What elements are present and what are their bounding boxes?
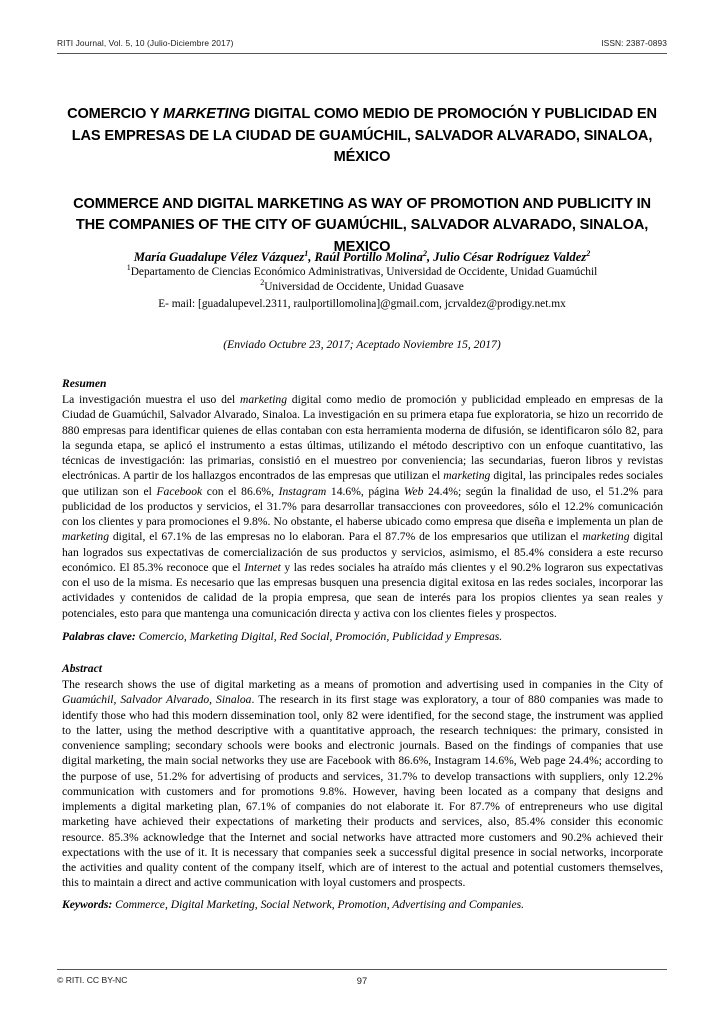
footer-divider <box>57 969 667 970</box>
resumen-text-2: digital como medio de promoción y publicidad empleado en empresas de la Ciudad de Guamúchil, Salvador Alvarado, Sinaloa. La investigación en su primera etapa fue exploratoria, se hizo un recorrido de 880 empresas para identificar quienes de ellas contaban con esta herramienta moderna de difusión, se identificaron sólo 82, para la segunda etapa, se aplicó el instrumento a estas últimas, utilizando el método descriptivo con un enfoque cuantitativo, las técnicas de investigación: las primarias, consistió en el muestreo por conveniencia; las secundarias, fueron libros y revistas electrónicas. A partir de los hallazgos encontrados de las empresas que utilizan el <box>62 393 663 483</box>
resumen-text-6: 24.4%; según la finalidad de uso, el 51.2% para publicidad de los productos y servicios, el 31.7% para desarrollar transacciones con proveedores, sólo el 12.2% comunicación con los clientes y para promociones el 9.8%. No obstante, el haberse ubicado como empresa que diseña e implementa un plan de <box>62 484 664 528</box>
header-divider <box>57 53 667 54</box>
affiliation-marker-1: 1 <box>126 263 131 273</box>
resumen-text-9: y las redes sociales ha atraído más clientes y el 90.2% lograron sus expectativas con el uso de la misma. Es necesario que las empresas busquen una presencia digital exitosa en las redes sociales, incorporar las actividades y contenidos de calidad de la propia empresa, que sean de interés para los propios clientes ya sean reales y potenciales, esto para que mantenga una comunicación directa y activa con los clientes fieles y prospectos. <box>62 560 663 620</box>
resumen-italic-2: marketing <box>443 469 491 483</box>
abstract-heading: Abstract <box>62 662 102 675</box>
resumen-italic-8: Internet <box>244 560 281 574</box>
keywords-spanish-label: Palabras clave: <box>62 630 136 643</box>
resumen-italic-3: Facebook <box>156 484 203 498</box>
abstract-text-2: . The research in its first stage was exploratory, a tour of 880 companies was made to identify those who had this modern dissemination tool, only 82 were identified, for the second stage, the instrument was applied to the latter, using the method descriptive with a quantitative approach, the research techniques: the primary, consisted in convenience sampling; secondary schools were books and electronic journals. Based on the findings of companies that use digital marketing, the main social networks they use are Facebook with 86.6%, Instagram 14.6%, Web page 24.4%; according to the purpose of use, 51.2% for advertising of products and services, 31.7% to develop transactions with suppliers, only 12.2% communication with customers and for promotions 9.8%. However, having been located as a company that designs and implements a digital marketing plan, 67.1% of companies do not elaborate it. For 87.7% of entrepreneurs who use digital marketing have achieved their expectations of marketing their products and services, also, 85.4% consider this economic resource. 85.3% acknowledge that the Internet and social networks have attracted more customers and 90.2% achieved their expectations with the use of it. It is necessary that companies seek a successful digital presence in social networks, incorporate the activities and quality content of the company itself, which are of interest to the actual and potential customers themselves, this to maintain a direct and active communication with loyal customers and prospects. <box>62 693 663 890</box>
keywords-spanish-values: Comercio, Marketing Digital, Red Social, Promoción, Publicidad y Empresas. <box>135 630 503 643</box>
title-spanish-italic-marketing: MARKETING <box>163 106 251 122</box>
resumen-italic-1: marketing <box>240 393 288 406</box>
keywords-english-line <box>62 897 663 912</box>
resumen-italic-5: Web <box>403 484 424 498</box>
title-spanish-part2: DIGITAL COMO MEDIO DE PROMOCIÓN Y PUBLICIDAD EN LAS EMPRESAS DE LA CIUDAD DE GUAMÚCHIL, SALVADOR ALVARADO, SINALOA, MÉXICO <box>71 106 657 165</box>
contact-email-line: E- mail: [guadalupevel.2311, raulportillomolina]@gmail.com, jcrvaldez@prodigy.net.mx <box>158 297 566 310</box>
resumen-text-5: 14.6%, página <box>326 484 404 498</box>
author-affiliation-marker-2: 2 <box>422 248 427 258</box>
journal-reference: RITI Journal, Vol. 5, 10 (Julio-Diciembre 2017) <box>57 38 234 48</box>
page-title-english: COMMERCE AND DIGITAL MARKETING AS WAY OF PROMOTION AND PUBLICITY IN THE COMPANIES OF THE CITY OF GUAMÚCHIL, SALVADOR ALVARADO, SINALOA, MEXICO <box>73 195 651 255</box>
keywords-english-label: Keywords: <box>62 898 113 911</box>
author-affiliation-marker-3: 2 <box>586 248 591 258</box>
keywords-spanish-section <box>62 629 663 644</box>
resumen-text-4: con el 86.6%, <box>202 484 279 498</box>
keywords-spanish-line <box>62 629 663 644</box>
resumen-italic-4: Instagram <box>278 484 327 498</box>
page-title-spanish <box>62 104 662 169</box>
author-name-2: , Raúl Portillo Molina <box>308 250 423 264</box>
keywords-english-values: Commerce, Digital Marketing, Social Network, Promotion, Advertising and Companies. <box>112 898 525 911</box>
author-name-3: , Julio César Rodríguez Valdez <box>426 250 587 264</box>
submission-dates: (Enviado Octubre 23, 2017; Aceptado Noviembre 15, 2017) <box>223 338 501 351</box>
title-block <box>62 104 662 258</box>
affiliation-1-text: Departamento de Ciencias Económico Administrativas, Universidad de Occidente, Unidad Guamúchil <box>130 266 598 278</box>
keywords-english-section <box>62 897 663 912</box>
resumen-paragraph <box>62 392 663 621</box>
affiliation-2-text: Universidad de Occidente, Unidad Guasave <box>264 281 464 294</box>
affiliation-marker-2: 2 <box>260 278 265 288</box>
issn-label: ISSN: 2387-0893 <box>601 38 667 48</box>
resumen-text-1: La investigación muestra el uso del <box>62 393 241 406</box>
resumen-heading: Resumen <box>62 377 107 390</box>
affiliation-1 <box>62 265 662 280</box>
affiliation-2 <box>62 280 662 295</box>
abstract-text-1: The research shows the use of digital marketing as a means of promotion and advertising used in companies in the City of <box>62 678 663 691</box>
abstract-italic-1: Guamúchil, Salvador Alvarado, Sinaloa <box>62 693 252 707</box>
resumen-italic-7: marketing <box>582 530 630 544</box>
authors-block <box>62 249 662 312</box>
title-spanish-part1: COMERCIO Y <box>67 106 164 122</box>
resumen-text-8: digital han logrados sus expectativas de comercialización de sus productos y servicios, asimismo, el 85.4% considera a este recurso económico. El 85.3% reconoce que el <box>62 530 663 574</box>
author-names <box>62 249 662 265</box>
resumen-italic-6: marketing <box>62 530 110 544</box>
author-name-1: María Guadalupe Vélez Vázquez <box>133 250 305 264</box>
resumen-text-3: digital, las principales redes sociales que utilizan son el <box>62 469 663 498</box>
author-affiliation-marker-1: 1 <box>304 248 309 258</box>
running-head <box>57 38 667 48</box>
abstract-section <box>62 661 663 891</box>
resumen-section <box>62 376 663 621</box>
page-number: 97 <box>356 975 368 986</box>
resumen-text-7: digital, el 67.1% de las empresas no lo elaboran. Para el 87.7% de los empresarios que utilizan el <box>109 530 583 544</box>
copyright-notice: © RITI. CC BY-NC <box>57 975 128 985</box>
abstract-paragraph <box>62 677 663 891</box>
